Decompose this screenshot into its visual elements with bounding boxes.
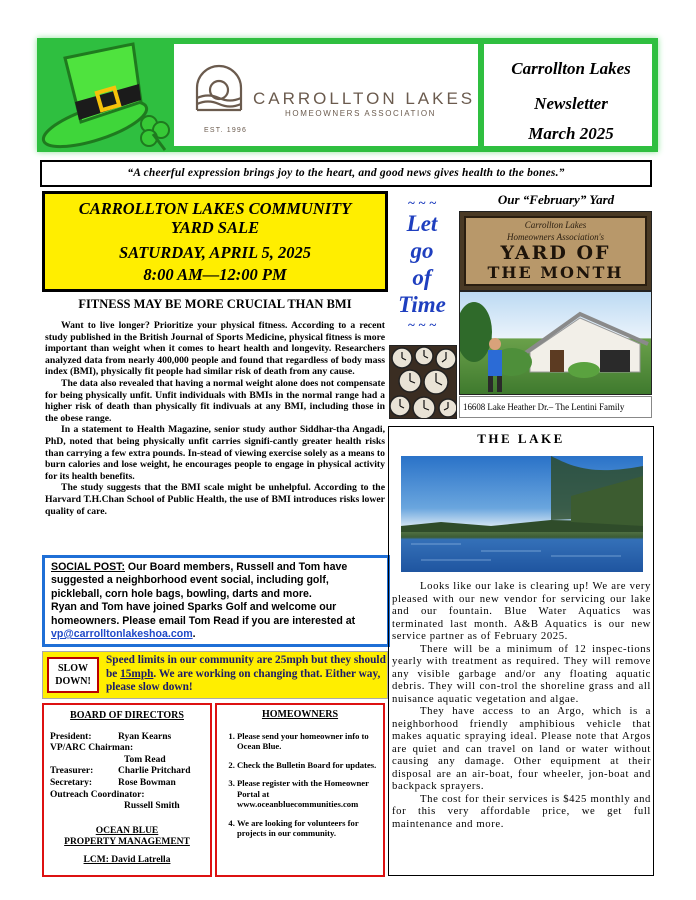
let-go-word: Time (398, 292, 446, 317)
lake-paragraph: They have access to an Argo, which is a neighborhood friendly amphibious vehicle that makes aquatic spraying ideal. Please note that Argos are quiet and can travel on land or water without causing any damage. Other equipment at their disposal are an air-boat, four wheeler, jon-boat and backpack sprayers. (392, 705, 651, 792)
sign-big-line-2: THE MONTH (487, 263, 624, 282)
title-line-1: Carrollton Lakes (511, 59, 631, 78)
fitness-paragraph: The data also revealed that having a normal weight alone does not compensate for being physically unfit. Unfit individuals with BMIs in the normal range had a higher risk of death than physically fit indivuals at any BMI, including those in the obese range. (45, 377, 385, 424)
homeowners-title: HOMEOWNERS (261, 709, 339, 720)
tilde-bottom: ~ ~ ~ (407, 317, 437, 332)
let-go-word: of (412, 265, 432, 290)
logo-subtitle: HOMEOWNERS ASSOCIATION (285, 109, 437, 118)
social-email-link[interactable]: vp@carrolltonlakeshoa.com (51, 628, 193, 641)
clocks-image (389, 345, 457, 419)
board-title: BOARD OF DIRECTORS (70, 710, 184, 721)
speed-notice-text (106, 654, 386, 695)
title-line-2: Newsletter (534, 94, 608, 113)
social-body: Our Board members, Russell and Tom have suggested a neighborhood event social, including golf, pickleball, corn hole bags, bowling, darts and more. (51, 561, 348, 600)
yard-house-photo (459, 291, 652, 395)
board-name: Russell Smith (124, 801, 180, 812)
hoa-logo (174, 44, 484, 146)
fitness-paragraph: In a statement to Health Magazine, senior study author Siddhar-tha Angadi, PhD, noted that being physically unfit carries signifi-cantly greater health risks than carrying a few extra pounds. In-stead of viewing exercise solely as a means to burn calories and lose weight, he encourages people to engage in physical activity for its health benefits. (45, 424, 385, 482)
yard-sale-time: 8:00 AM—12:00 PM (143, 265, 287, 284)
yard-sale-title-2: YARD SALE (170, 218, 260, 237)
list-item: 2. Check the Bulletin Board for updates. (237, 760, 379, 771)
social-body-2: Ryan and Tom have joined Sparks Golf and welcome our homeowners. Please email Tom Read if you are interested at (51, 601, 356, 627)
newsletter-title (490, 44, 652, 146)
board-name: Ryan Kearns (118, 731, 172, 742)
lake-title: THE LAKE (477, 431, 565, 446)
yard-sale-title-1: CARROLLTON LAKES COMMUNITY (78, 199, 352, 218)
sign-big-line-1: YARD OF (500, 242, 611, 264)
board-member-row (50, 766, 204, 778)
social-end: . (192, 628, 196, 641)
speed-text-before: Speed limits in our community are 25mph but they should be (106, 654, 386, 680)
yard-sale-date: SATURDAY, APRIL 5, 2025 (118, 243, 312, 262)
lake-paragraph: Looks like our lake is clearing up! We are very pleased with our new vendor for servicing our lake and our fountain. Blue Water Aquatics was terminated last month. A&B Aquatics is our new service partner as of February 2025. (392, 580, 651, 642)
fitness-title: FITNESS MAY BE MORE CRUCIAL THAN BMI (78, 297, 352, 311)
yard-of-month-title: Our “February” Yard (497, 192, 615, 207)
speed-text-after: . We are working on changing that. Either way, please slow down! (106, 667, 381, 693)
fitness-paragraph: Want to live longer? Prioritize your physical fitness. According to a recent study published in the British Journal of Sports Medicine, physical fitness is more important than weight when it comes to heart health and longevity. Researchers analyzed data from nearly 400,000 people and found that regardless of body mass index (BMI), physically fit people had similar risk of death from any cause. (45, 320, 385, 378)
let-go-word: go (410, 238, 434, 263)
board-member-row (50, 732, 204, 744)
homeowners-box (215, 703, 385, 877)
board-role: Outreach Coordinator: (50, 789, 145, 800)
board-role: VP/ARC Chairman: (50, 743, 134, 754)
let-go-word: Let (406, 211, 438, 236)
sign-small-line-1: Carrollton Lakes (524, 220, 587, 230)
fitness-paragraph: The study suggests that the BMI scale might be unhelpful. According to the Harvard T.H.Chan School of Public Health, the use of BMI introduces risks lower quality of care. (45, 482, 385, 517)
board-role: Secretary: (50, 777, 93, 788)
board-name: Charlie Pritchard (118, 766, 191, 777)
yard-photo-caption: 16608 Lake Heather Dr.– The Lentini Family (459, 396, 652, 418)
issue-date: March 2025 (528, 124, 614, 143)
board-member-row (50, 778, 204, 790)
logo-est: EST. 1996 (204, 127, 248, 134)
list-item: 4. We are looking for volunteers for projects in our community. (237, 818, 379, 839)
board-member-row (50, 790, 204, 802)
speed-text-limit: 15mph (120, 667, 154, 680)
quote-banner: “A cheerful expression brings joy to the heart, and good news gives health to the bones.” (40, 160, 652, 187)
fitness-article (45, 320, 385, 517)
board-of-directors-box (42, 703, 212, 877)
board-role: President: (50, 731, 92, 742)
lake-article-text (392, 580, 651, 830)
board-name: Rose Bowman (118, 777, 176, 788)
board-name: Tom Read (124, 754, 166, 765)
board-role: Treasurer: (50, 766, 94, 777)
sign-small-line-2: Homeowners Association's (506, 232, 604, 242)
yard-of-month-sign (459, 211, 652, 291)
yard-sale-box (42, 191, 388, 292)
social-post-box (42, 555, 390, 647)
lake-paragraph: There will be a minimum of 12 inspec-tions yearly with treatment as required. They will remove any visible garbage and/or any floating aquatic debris. They will con-trol the shoreline grass and all nuisance aquatic vegetation and algae. (392, 642, 651, 705)
leprechaun-hat-icon (37, 38, 174, 152)
lcm-contact: LCM: David Latrella (83, 854, 171, 865)
sign-panel (464, 216, 647, 286)
slow-badge-line-2: DOWN! (55, 676, 91, 687)
social-lead: SOCIAL POST: (51, 561, 125, 573)
list-item: 3. Please register with the Homeowner Portal at www.oceanbluecommunities.com (237, 778, 379, 810)
homeowners-list (221, 731, 379, 839)
slow-down-badge (47, 657, 99, 693)
let-go-of-time (393, 196, 451, 332)
management-line-2: PROPERTY MANAGEMENT (64, 837, 190, 848)
tilde-top: ~ ~ ~ (407, 195, 437, 210)
slow-badge-line-1: SLOW (57, 663, 88, 674)
management-line-1: OCEAN BLUE (95, 825, 159, 836)
lake-photo (401, 456, 643, 572)
lake-paragraph: The cost for their services is $425 monthly and for this very affordable price, we get full maintenance and more. (392, 792, 651, 830)
logo-name: CARROLLTON LAKES (253, 89, 476, 108)
board-member-row (50, 743, 204, 755)
list-item: 1. Please send your homeowner info to Ocean Blue. (237, 731, 379, 752)
